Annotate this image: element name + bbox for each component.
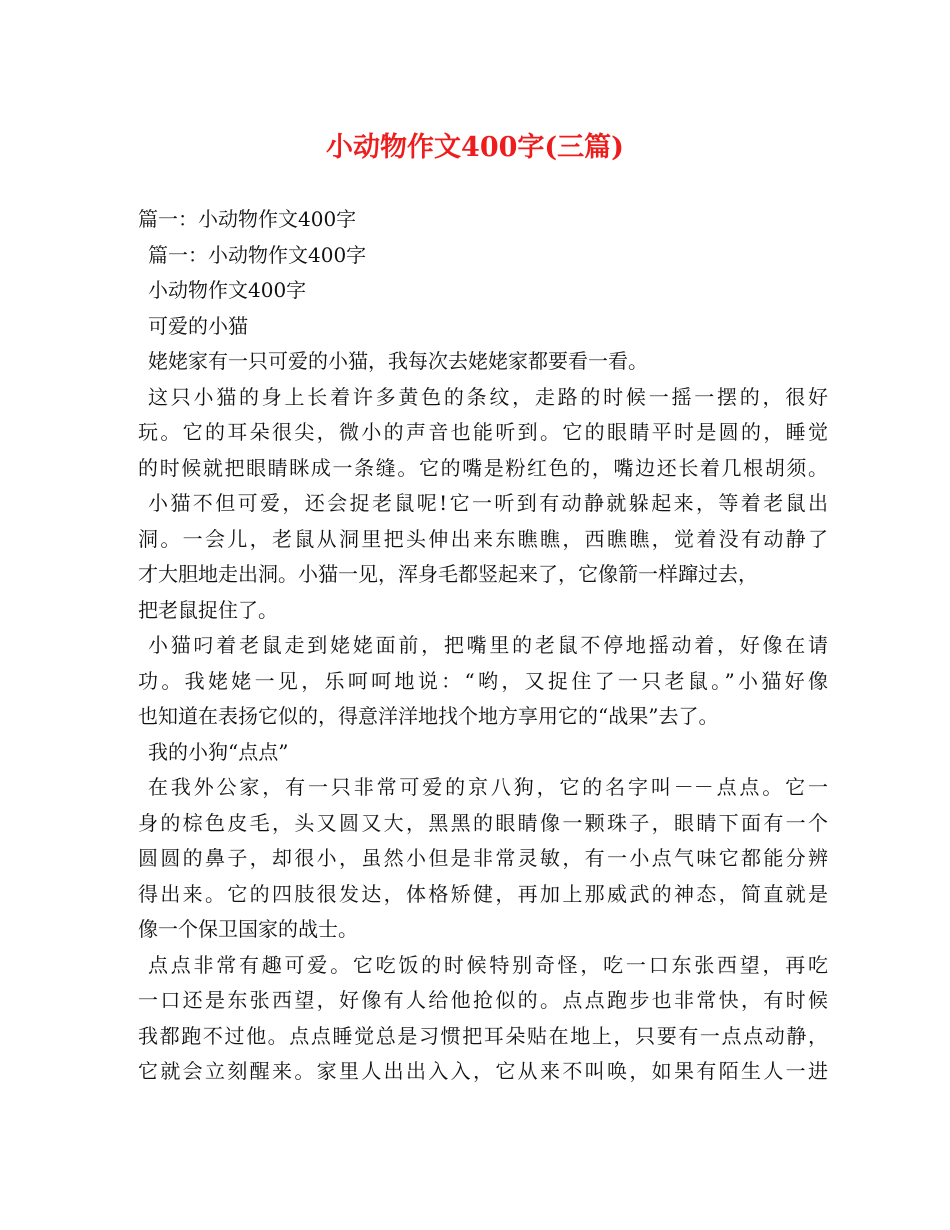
text-line: 这只小猫的身上长着许多黄色的条纹，走路的时候一摇一摆的，很好: [148, 384, 828, 409]
text-line: 身的棕色皮毛，头又圆又大，黑黑的眼睛像一颗珠子，眼睛下面有一个: [138, 810, 828, 835]
text-line: 点点非常有趣可爱。它吃饭的时候特别奇怪，吃一口东张西望，再吃: [148, 952, 828, 977]
document-title: 小动物作文400字(三篇): [326, 132, 624, 163]
text-line: 小猫叼着老鼠走到姥姥面前，把嘴里的老鼠不停地摇动着，好像在请: [148, 633, 828, 657]
text-line: 小动物作文400字: [148, 278, 307, 302]
text-line: 洞。一会儿，老鼠从洞里把头伸出来东瞧瞧，西瞧瞧，觉着没有动静了: [138, 526, 828, 551]
text-line: 它就会立刻醒来。家里人出出入入，它从来不叫唤，如果有陌生人一进: [138, 1059, 828, 1083]
text-line: 把老鼠捉住了。: [138, 597, 278, 622]
text-line: 玩。它的耳朵很尖，微小的声音也能听到。它的眼睛平时是圆的，睡觉: [138, 420, 828, 444]
text-line: 功。我姥姥一见，乐呵呵地说：“哟，又捉住了一只老鼠。”小猫好像: [138, 668, 828, 693]
text-line: 在我外公家，有一只非常可爱的京八狗，它的名字叫－－点点。它一: [148, 775, 828, 799]
text-line: 像一个保卫国家的战士。: [138, 917, 358, 941]
text-line: 可爱的小猫: [148, 313, 248, 338]
document-body: [138, 202, 828, 1090]
text-line: 篇一：小动物作文400字: [148, 242, 367, 267]
text-line: 我的小狗“点点”: [148, 739, 289, 764]
text-line: 我都跑不过他。点点睡觉总是习惯把耳朵贴在地上，只要有一点点动静，: [138, 1023, 828, 1048]
text-line: 也知道在表扬它似的，得意洋洋地找个地方享用它的“战果”去了。: [138, 704, 719, 728]
text-line: 的时候就把眼睛眯成一条缝。它的嘴是粉红色的，嘴边还长着几根胡须。: [138, 455, 828, 480]
text-line: 圆圆的鼻子，却很小，虽然小但是非常灵敏，有一小点气味它都能分辨: [138, 846, 828, 870]
text-line: 姥姥家有一只可爱的小猫，我每次去姥姥家都要看一看。: [148, 349, 648, 373]
text-line: 得出来。它的四肢很发达，体格矫健，再加上那威武的神态，简直就是: [138, 881, 828, 906]
text-line: 篇一：小动物作文400字: [138, 207, 357, 231]
text-line: 才大胆地走出洞。小猫一见，浑身毛都竖起来了，它像箭一样蹿过去，: [138, 562, 758, 586]
text-line: 小猫不但可爱，还会捉老鼠呢!它一听到有动静就躲起来，等着老鼠出: [148, 491, 828, 515]
text-line: 一口还是东张西望，好像有人给他抢似的。点点跑步也非常快，有时候: [138, 988, 828, 1012]
